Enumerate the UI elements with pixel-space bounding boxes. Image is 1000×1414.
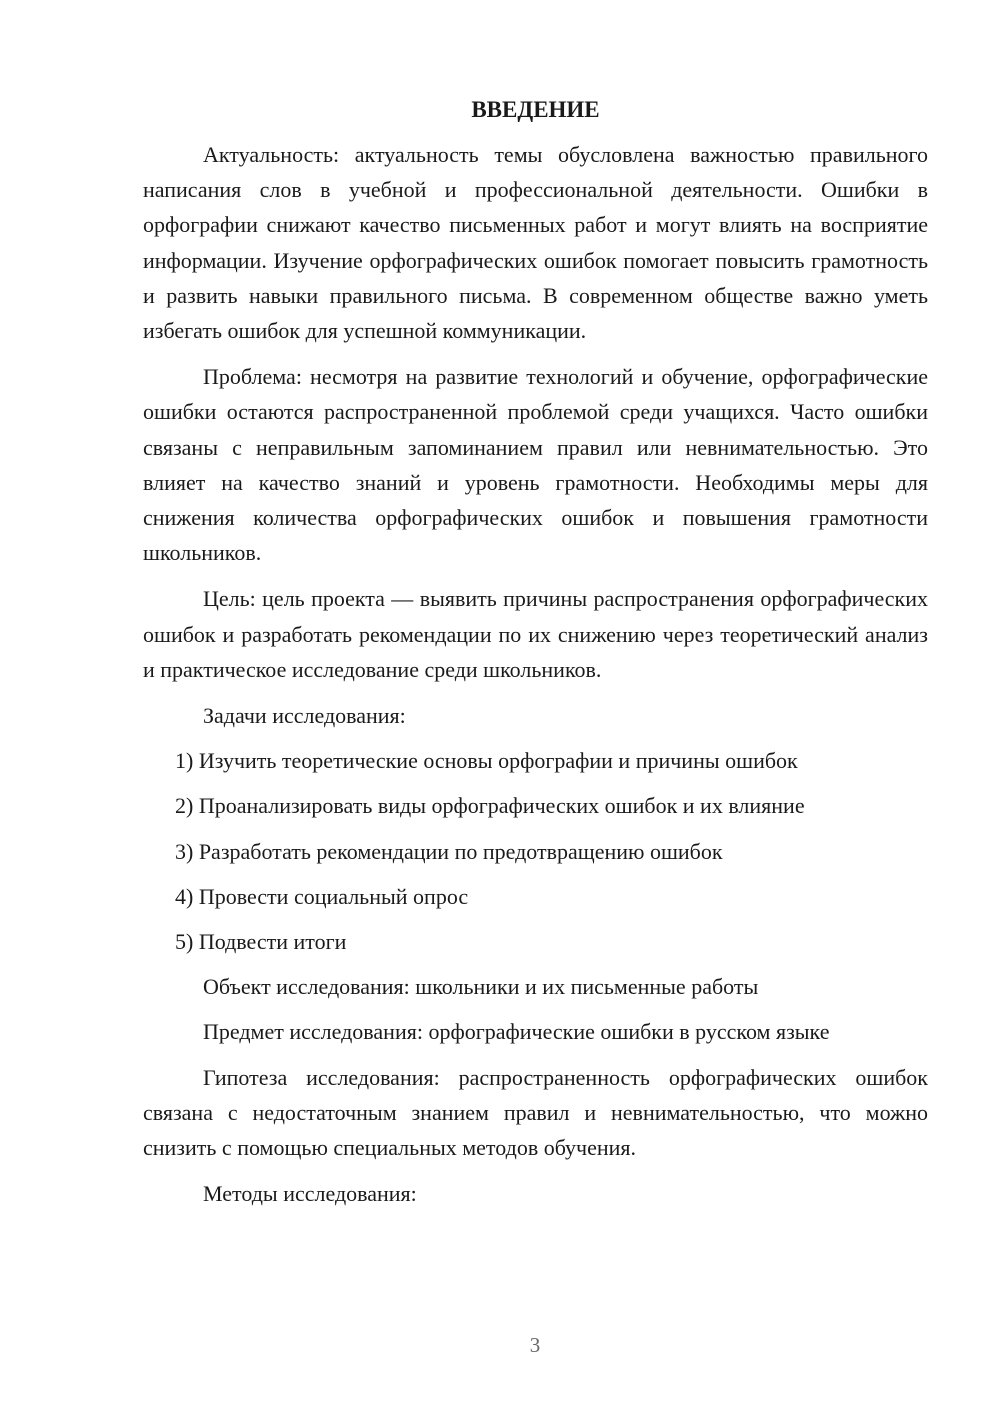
list-item: 5) Подвести итоги: [175, 929, 347, 955]
list-item: 1) Изучить теоретические основы орфографии и причины ошибок: [175, 748, 798, 774]
tasks-list: [143, 743, 928, 959]
tasks-heading: Задачи исследования:: [203, 703, 406, 729]
list-item: 3) Разработать рекомендации по предотвращению ошибок: [175, 838, 723, 864]
section-title: ВВЕДЕНИЕ: [471, 97, 600, 122]
subject-line: Предмет исследования: орфографические ошибки в русском языке: [203, 1019, 830, 1045]
relevance-paragraph: Актуальность: актуальность темы обусловлена важностью правильного написания слов в учебной и профессиональной деятельности. Ошибки в орфографии снижают качество письменных работ и могут влиять на восприятие информации. Изучение орфографических ошибок помогает повысить грамотность и развить навыки правильного письма. В современном обществе важно уметь избегать ошибок для успешной коммуникации.: [143, 142, 928, 344]
problem-paragraph: Проблема: несмотря на развитие технологий и обучение, орфографические ошибки остаются распространенной проблемой среди учащихся. Часто ошибки связаны с неправильным запоминанием правил или невнимательностью. Это влияет на качество знаний и уровень грамотности. Необходимы меры для снижения количества орфографических ошибок и повышения грамотности школьников.: [143, 364, 928, 566]
page-number: 3: [529, 1333, 541, 1357]
goal-paragraph: Цель: цель проекта — выявить причины распространения орфографических ошибок и разработать рекомендации по их снижению через теоретический анализ и практическое исследование среди школьников.: [143, 586, 928, 682]
object-line: Объект исследования: школьники и их письменные работы: [203, 974, 759, 1000]
document-page: [143, 92, 928, 1221]
methods-heading: Методы исследования:: [203, 1181, 417, 1207]
list-item: 4) Провести социальный опрос: [175, 883, 469, 909]
list-item: 2) Проанализировать виды орфографических ошибок и их влияние: [175, 793, 805, 819]
hypothesis-paragraph: Гипотеза исследования: распространенность орфографических ошибок связана с недостаточным знанием правил и невнимательностью, что можно снизить с помощью специальных методов обучения.: [143, 1064, 928, 1161]
